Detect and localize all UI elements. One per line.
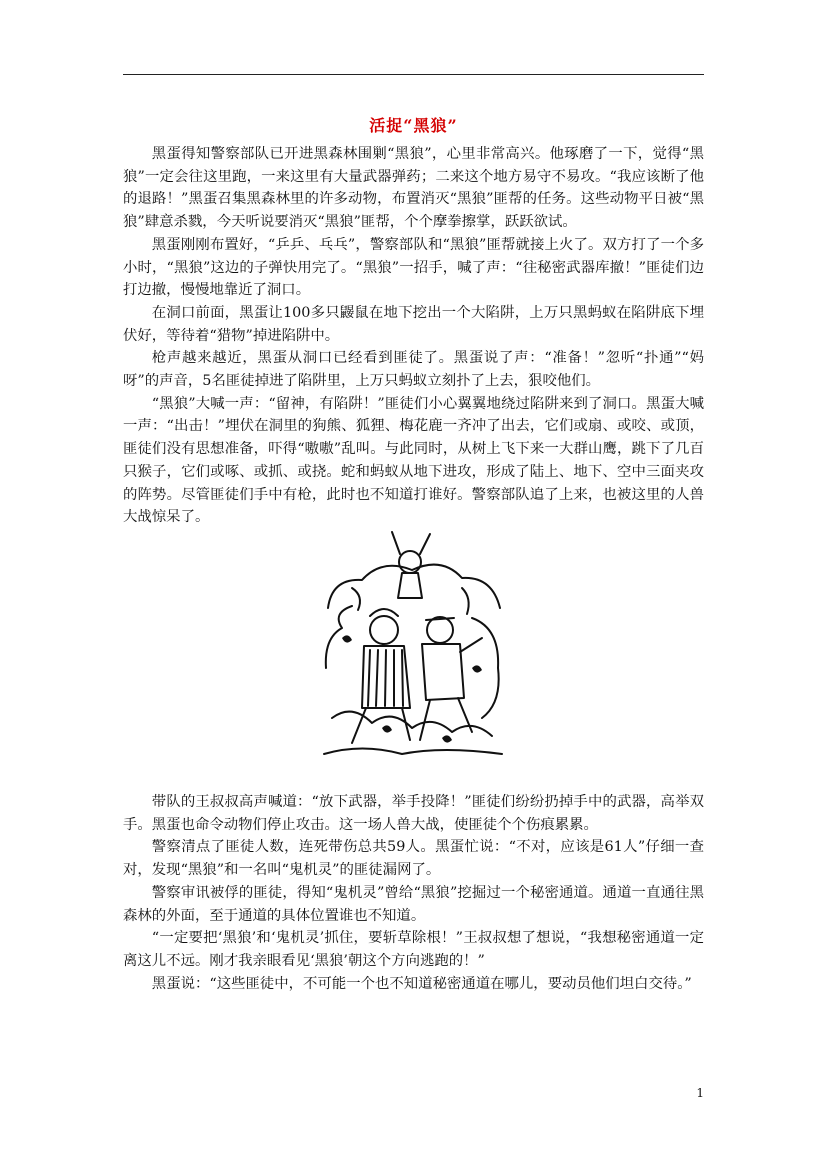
paragraph: 在洞口前面，黑蛋让100多只鼹鼠在地下挖出一个大陷阱，上万只黑蚂蚁在陷阱底下埋伏好，等待着“猎物”掉进陷阱中。 [123, 304, 704, 344]
paragraph: “黑狼”大喊一声：“留神，有陷阱！”匪徒们小心翼翼地绕过陷阱来到了洞口。黑蛋大喊一声：“出击！”埋伏在洞里的狗熊、狐狸、梅花鹿一齐冲了出去，它们或扇、或咬、或顶，匪徒们没有思想准备，吓得“嗷嗷”乱叫。与此同时，从树上飞下来一大群山鹰，跳下了几百只猴子，它们或啄、或抓、或挠。蛇和蚂蚁从地下进攻，形成了陆上、地下、空中三面夹攻的阵势。尽管匪徒们手中有枪，此时也不知道打谁好。警察部队追了上来，也被这里的人兽大战惊呆了。 [123, 395, 704, 526]
page-title: 活捉“黑狼” [369, 116, 458, 135]
header-rule [123, 74, 704, 75]
paragraph: 黑蛋说：“这些匪徒中，不可能一个也不知道秘密通道在哪儿，要动员他们坦白交待。” [151, 975, 692, 992]
paragraph: 枪声越来越近，黑蛋从洞口已经看到匪徒了。黑蛋说了声：“准备！”忽听“扑通”“妈呀”的声音，5名匪徒掉进了陷阱里，上万只蚂蚁立刻扑了上去，狠咬他们。 [123, 350, 704, 390]
story-illustration [322, 518, 504, 758]
paragraph: 带队的王叔叔高声喊道：“放下武器，举手投降！”匪徒们纷纷扔掉手中的武器，高举双手。黑蛋也命令动物们停止攻击。这一场人兽大战，使匪徒个个伤痕累累。 [123, 794, 704, 833]
page-number: 1 [696, 1086, 704, 1100]
story-body-top [123, 143, 704, 529]
paragraph: 警察清点了匪徒人数，连死带伤总共59人。黑蛋忙说：“不对，应该是61人”仔细一查对，发现“黑狼”和一名叫“鬼机灵”的匪徒漏网了。 [123, 839, 704, 879]
paragraph: “一定要把‘黑狼’和‘鬼机灵’抓住，要斩草除根！”王叔叔想了想说，“我想秘密通道一定离这儿不远。刚才我亲眼看见‘黑狼’朝这个方向逃跑的！” [123, 930, 704, 969]
paragraph: 黑蛋刚刚布置好，“乒乒、乓乓”，警察部队和“黑狼”匪帮就接上火了。双方打了一个多小时，“黑狼”这边的子弹快用完了。“黑狼”一招手，喊了声：“往秘密武器库撤！”匪徒们边打边撤，慢慢地靠近了洞口。 [123, 236, 704, 299]
paragraph: 警察审讯被俘的匪徒，得知“鬼机灵”曾给“黑狼”挖掘过一个秘密通道。通道一直通往黑森林的外面，至于通道的具体位置谁也不知道。 [123, 884, 704, 924]
paragraph: 黑蛋得知警察部队已开进黑森林围剿“黑狼”，心里非常高兴。他琢磨了一下，觉得“黑狼”一定会往这里跑，一来这里有大量武器弹药；二来这个地方易守不易攻。“我应该断了他的退路！”黑蛋召集黑森林里的许多动物，布置消灭“黑狼”匪帮的任务。这些动物平日被“黑狼”肆意杀戮，今天听说要消灭“黑狼”匪帮，个个摩拳擦掌，跃跃欲试。 [123, 146, 704, 231]
story-body-bottom [123, 791, 704, 995]
